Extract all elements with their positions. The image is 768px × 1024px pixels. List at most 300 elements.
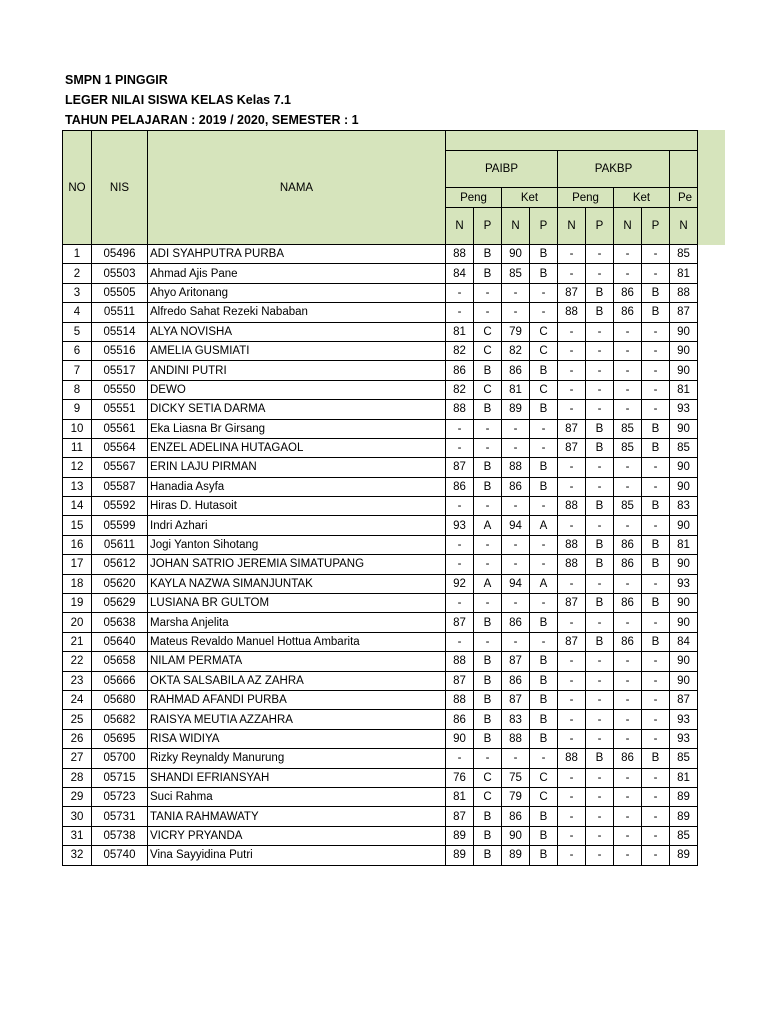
cell-next-n: 81 xyxy=(670,264,698,283)
cell-pakbp-ket-n: - xyxy=(614,729,642,748)
cell-nama: Jogi Yanton Sihotang xyxy=(148,535,446,554)
cell-nama: ERIN LAJU PIRMAN xyxy=(148,458,446,477)
cell-pakbp-peng-p: - xyxy=(586,787,614,806)
cell-paibp-peng-n: 88 xyxy=(446,690,474,709)
cell-paibp-peng-p: - xyxy=(474,749,502,768)
cell-nis: 05700 xyxy=(92,749,148,768)
cell-paibp-ket-n: 82 xyxy=(502,341,530,360)
cell-paibp-ket-n: 86 xyxy=(502,613,530,632)
cell-pakbp-ket-n: - xyxy=(614,613,642,632)
cell-pakbp-ket-n: - xyxy=(614,671,642,690)
cell-pakbp-peng-p: - xyxy=(586,671,614,690)
table-row xyxy=(63,574,698,593)
cell-pakbp-ket-n: 86 xyxy=(614,283,642,302)
cell-nama: Rizky Reynaldy Manurung xyxy=(148,749,446,768)
cell-paibp-peng-p: B xyxy=(474,671,502,690)
cell-paibp-peng-n: 76 xyxy=(446,768,474,787)
cell-pakbp-peng-p: - xyxy=(586,516,614,535)
cell-pakbp-peng-n: - xyxy=(558,574,586,593)
cell-next-n: 90 xyxy=(670,516,698,535)
cell-pakbp-peng-p: - xyxy=(586,361,614,380)
cell-pakbp-peng-n: - xyxy=(558,245,586,264)
cell-nama: Mateus Revaldo Manuel Hottua Ambarita xyxy=(148,632,446,651)
cell-paibp-peng-n: 92 xyxy=(446,574,474,593)
cell-next-n: 90 xyxy=(670,555,698,574)
cell-nama: LUSIANA BR GULTOM xyxy=(148,594,446,613)
cell-nis: 05629 xyxy=(92,594,148,613)
school-name: SMPN 1 PINGGIR xyxy=(65,73,168,87)
cell-pakbp-ket-n: 86 xyxy=(614,303,642,322)
cell-paibp-peng-p: - xyxy=(474,555,502,574)
cell-pakbp-ket-p: B xyxy=(642,419,670,438)
col-paibp-ket: Ket xyxy=(502,188,558,208)
cell-paibp-ket-p: - xyxy=(530,594,558,613)
cell-nis: 05715 xyxy=(92,768,148,787)
cell-paibp-peng-p: A xyxy=(474,574,502,593)
cell-paibp-ket-p: C xyxy=(530,341,558,360)
cell-pakbp-peng-p: B xyxy=(586,749,614,768)
cell-paibp-peng-n: 87 xyxy=(446,671,474,690)
cell-next-n: 90 xyxy=(670,361,698,380)
cell-pakbp-ket-p: - xyxy=(642,807,670,826)
cell-no: 3 xyxy=(63,283,92,302)
cell-pakbp-ket-n: - xyxy=(614,341,642,360)
cell-paibp-peng-n: 86 xyxy=(446,477,474,496)
col-paibp-peng: Peng xyxy=(446,188,502,208)
cell-nis: 05517 xyxy=(92,361,148,380)
cell-paibp-ket-n: - xyxy=(502,497,530,516)
cell-paibp-ket-p: B xyxy=(530,710,558,729)
cell-pakbp-ket-n: - xyxy=(614,516,642,535)
cell-paibp-peng-p: - xyxy=(474,632,502,651)
table-row xyxy=(63,283,698,302)
cell-next-n: 84 xyxy=(670,632,698,651)
table-row xyxy=(63,264,698,283)
col-p: P xyxy=(474,208,502,245)
table-row xyxy=(63,535,698,554)
cell-paibp-ket-n: 88 xyxy=(502,458,530,477)
cell-nama: ANDINI PUTRI xyxy=(148,361,446,380)
cell-paibp-peng-p: B xyxy=(474,729,502,748)
cell-pakbp-peng-n: - xyxy=(558,826,586,845)
cell-paibp-ket-n: - xyxy=(502,438,530,457)
cell-paibp-peng-p: - xyxy=(474,283,502,302)
cell-pakbp-peng-n: 88 xyxy=(558,303,586,322)
cell-pakbp-peng-n: - xyxy=(558,710,586,729)
table-row xyxy=(63,245,698,264)
cell-paibp-ket-p: C xyxy=(530,322,558,341)
cell-nis: 05592 xyxy=(92,497,148,516)
cell-paibp-ket-n: 79 xyxy=(502,787,530,806)
cell-no: 12 xyxy=(63,458,92,477)
cell-paibp-ket-p: - xyxy=(530,303,558,322)
cell-pakbp-ket-p: - xyxy=(642,826,670,845)
cell-nama: Eka Liasna Br Girsang xyxy=(148,419,446,438)
cell-nis: 05561 xyxy=(92,419,148,438)
cell-pakbp-ket-p: B xyxy=(642,535,670,554)
cell-paibp-ket-p: - xyxy=(530,749,558,768)
cell-paibp-peng-p: B xyxy=(474,400,502,419)
cell-pakbp-ket-n: - xyxy=(614,846,642,865)
cell-pakbp-peng-p: - xyxy=(586,690,614,709)
cell-nis: 05587 xyxy=(92,477,148,496)
academic-year: TAHUN PELAJARAN : 2019 / 2020, SEMESTER : 1 xyxy=(65,113,359,127)
cell-pakbp-peng-n: - xyxy=(558,671,586,690)
cell-paibp-peng-p: C xyxy=(474,341,502,360)
cell-pakbp-ket-n: 86 xyxy=(614,535,642,554)
cell-paibp-ket-p: - xyxy=(530,555,558,574)
cell-no: 18 xyxy=(63,574,92,593)
cell-paibp-peng-n: 88 xyxy=(446,400,474,419)
cell-paibp-peng-p: C xyxy=(474,768,502,787)
cell-paibp-ket-p: - xyxy=(530,419,558,438)
cell-pakbp-peng-p: - xyxy=(586,380,614,399)
cell-next-n: 93 xyxy=(670,400,698,419)
cell-paibp-ket-n: 75 xyxy=(502,768,530,787)
document-title: LEGER NILAI SISWA KELAS Kelas 7.1 xyxy=(65,93,291,107)
cell-no: 21 xyxy=(63,632,92,651)
cell-pakbp-ket-p: B xyxy=(642,632,670,651)
cell-paibp-peng-n: 93 xyxy=(446,516,474,535)
col-n: N xyxy=(446,208,474,245)
cell-nis: 05695 xyxy=(92,729,148,748)
cell-pakbp-ket-n: 86 xyxy=(614,632,642,651)
table-row xyxy=(63,341,698,360)
cell-no: 28 xyxy=(63,768,92,787)
table-row xyxy=(63,710,698,729)
cell-no: 9 xyxy=(63,400,92,419)
cell-pakbp-peng-n: - xyxy=(558,400,586,419)
cell-paibp-ket-p: B xyxy=(530,652,558,671)
cell-paibp-peng-n: 89 xyxy=(446,846,474,865)
cell-next-n: 93 xyxy=(670,574,698,593)
cell-nis: 05682 xyxy=(92,710,148,729)
cell-nis: 05599 xyxy=(92,516,148,535)
cell-paibp-peng-p: - xyxy=(474,419,502,438)
cell-paibp-ket-p: - xyxy=(530,535,558,554)
cell-no: 20 xyxy=(63,613,92,632)
col-n: N xyxy=(558,208,586,245)
cell-no: 16 xyxy=(63,535,92,554)
cell-paibp-ket-n: 89 xyxy=(502,846,530,865)
cell-paibp-ket-p: B xyxy=(530,400,558,419)
cell-next-n: 81 xyxy=(670,535,698,554)
cell-no: 25 xyxy=(63,710,92,729)
col-subject-paibp: PAIBP xyxy=(446,151,558,188)
cell-pakbp-peng-p: - xyxy=(586,652,614,671)
cell-pakbp-peng-n: - xyxy=(558,264,586,283)
cell-paibp-ket-p: B xyxy=(530,477,558,496)
col-next-peng-partial: Pe xyxy=(670,188,698,208)
cell-next-n: 85 xyxy=(670,245,698,264)
cell-paibp-ket-n: - xyxy=(502,594,530,613)
cell-paibp-ket-n: 90 xyxy=(502,245,530,264)
cell-pakbp-peng-n: - xyxy=(558,477,586,496)
cell-pakbp-peng-p: - xyxy=(586,400,614,419)
cell-pakbp-peng-n: - xyxy=(558,458,586,477)
cell-nama: VICRY PRYANDA xyxy=(148,826,446,845)
cell-next-n: 90 xyxy=(670,671,698,690)
cell-paibp-peng-n: - xyxy=(446,632,474,651)
cell-pakbp-peng-n: - xyxy=(558,613,586,632)
cell-paibp-ket-n: 81 xyxy=(502,380,530,399)
cell-nis: 05503 xyxy=(92,264,148,283)
cell-pakbp-peng-n: 88 xyxy=(558,535,586,554)
cell-nis: 05564 xyxy=(92,438,148,457)
cell-pakbp-ket-p: - xyxy=(642,245,670,264)
cell-next-n: 85 xyxy=(670,438,698,457)
cell-nama: ENZEL ADELINA HUTAGAOL xyxy=(148,438,446,457)
cell-no: 22 xyxy=(63,652,92,671)
cell-paibp-peng-p: B xyxy=(474,690,502,709)
cell-next-n: 89 xyxy=(670,807,698,826)
cell-pakbp-peng-n: - xyxy=(558,361,586,380)
cell-paibp-peng-p: B xyxy=(474,477,502,496)
cell-pakbp-ket-p: B xyxy=(642,594,670,613)
cell-paibp-peng-p: B xyxy=(474,846,502,865)
table-row xyxy=(63,787,698,806)
col-nama: NAMA xyxy=(148,131,446,245)
cell-nama: Hiras D. Hutasoit xyxy=(148,497,446,516)
table-row xyxy=(63,749,698,768)
cell-nis: 05658 xyxy=(92,652,148,671)
cell-nama: RAISYA MEUTIA AZZAHRA xyxy=(148,710,446,729)
cell-no: 1 xyxy=(63,245,92,264)
cell-paibp-ket-n: - xyxy=(502,283,530,302)
cell-next-n: 90 xyxy=(670,322,698,341)
cell-paibp-peng-p: - xyxy=(474,438,502,457)
cell-paibp-peng-p: C xyxy=(474,787,502,806)
cell-nama: OKTA SALSABILA AZ ZAHRA xyxy=(148,671,446,690)
cell-no: 26 xyxy=(63,729,92,748)
cell-paibp-peng-p: B xyxy=(474,710,502,729)
cell-pakbp-peng-p: - xyxy=(586,341,614,360)
cell-pakbp-ket-p: - xyxy=(642,400,670,419)
cell-nis: 05638 xyxy=(92,613,148,632)
cell-no: 13 xyxy=(63,477,92,496)
cell-pakbp-ket-n: - xyxy=(614,477,642,496)
cell-nama: Suci Rahma xyxy=(148,787,446,806)
cell-no: 2 xyxy=(63,264,92,283)
table-row xyxy=(63,690,698,709)
cell-pakbp-ket-n: - xyxy=(614,380,642,399)
cell-pakbp-peng-p: - xyxy=(586,264,614,283)
cell-pakbp-peng-n: - xyxy=(558,846,586,865)
cell-next-n: 81 xyxy=(670,380,698,399)
cell-paibp-peng-p: B xyxy=(474,826,502,845)
cell-nis: 05640 xyxy=(92,632,148,651)
cell-pakbp-peng-p: - xyxy=(586,729,614,748)
cell-pakbp-peng-n: 87 xyxy=(558,438,586,457)
cell-nama: DICKY SETIA DARMA xyxy=(148,400,446,419)
cell-nis: 05738 xyxy=(92,826,148,845)
cell-nama: Ahyo Aritonang xyxy=(148,283,446,302)
cell-pakbp-peng-p: B xyxy=(586,438,614,457)
cell-next-n: 87 xyxy=(670,690,698,709)
col-n: N xyxy=(614,208,642,245)
cell-pakbp-peng-p: - xyxy=(586,846,614,865)
cell-paibp-peng-p: B xyxy=(474,361,502,380)
cell-pakbp-ket-p: - xyxy=(642,846,670,865)
cell-nama: RISA WIDIYA xyxy=(148,729,446,748)
table-row xyxy=(63,380,698,399)
cell-paibp-ket-n: 86 xyxy=(502,477,530,496)
cell-nama: NILAM PERMATA xyxy=(148,652,446,671)
cell-pakbp-ket-n: - xyxy=(614,826,642,845)
cell-pakbp-ket-p: - xyxy=(642,516,670,535)
cell-paibp-peng-p: C xyxy=(474,322,502,341)
cell-pakbp-ket-n: - xyxy=(614,458,642,477)
col-pakbp-ket: Ket xyxy=(614,188,670,208)
cell-pakbp-ket-p: - xyxy=(642,652,670,671)
cell-nis: 05550 xyxy=(92,380,148,399)
cell-next-n: 90 xyxy=(670,652,698,671)
cell-no: 32 xyxy=(63,846,92,865)
cell-paibp-peng-n: - xyxy=(446,419,474,438)
cell-nama: TANIA RAHMAWATY xyxy=(148,807,446,826)
cell-next-n: 90 xyxy=(670,594,698,613)
cell-pakbp-ket-n: - xyxy=(614,322,642,341)
table-row xyxy=(63,555,698,574)
cell-paibp-ket-p: B xyxy=(530,264,558,283)
table-row xyxy=(63,400,698,419)
cell-nis: 05680 xyxy=(92,690,148,709)
cell-paibp-peng-n: 89 xyxy=(446,826,474,845)
cell-nis: 05612 xyxy=(92,555,148,574)
cell-pakbp-ket-p: B xyxy=(642,497,670,516)
cell-nama: ADI SYAHPUTRA PURBA xyxy=(148,245,446,264)
table-row xyxy=(63,419,698,438)
table-head xyxy=(63,131,698,245)
cell-paibp-ket-n: 86 xyxy=(502,807,530,826)
cell-paibp-peng-p: - xyxy=(474,535,502,554)
cell-nama: Vina Sayyidina Putri xyxy=(148,846,446,865)
cell-paibp-ket-p: B xyxy=(530,671,558,690)
cell-paibp-peng-n: 81 xyxy=(446,787,474,806)
cell-paibp-ket-p: B xyxy=(530,690,558,709)
cell-pakbp-peng-p: B xyxy=(586,419,614,438)
cell-pakbp-ket-p: - xyxy=(642,710,670,729)
cell-paibp-peng-n: 87 xyxy=(446,458,474,477)
table-row xyxy=(63,477,698,496)
cell-pakbp-ket-p: B xyxy=(642,283,670,302)
cell-nama: JOHAN SATRIO JEREMIA SIMATUPANG xyxy=(148,555,446,574)
cell-paibp-ket-p: C xyxy=(530,380,558,399)
table-row xyxy=(63,516,698,535)
cell-pakbp-ket-n: - xyxy=(614,361,642,380)
cell-pakbp-peng-n: - xyxy=(558,322,586,341)
cell-paibp-ket-p: - xyxy=(530,632,558,651)
cell-paibp-peng-n: 81 xyxy=(446,322,474,341)
cell-pakbp-ket-p: B xyxy=(642,438,670,457)
col-n: N xyxy=(670,208,698,245)
cell-paibp-ket-n: 89 xyxy=(502,400,530,419)
table-row xyxy=(63,438,698,457)
cell-pakbp-peng-p: B xyxy=(586,632,614,651)
col-p: P xyxy=(530,208,558,245)
cell-paibp-peng-n: 82 xyxy=(446,380,474,399)
cell-next-n: 83 xyxy=(670,497,698,516)
cell-pakbp-ket-p: - xyxy=(642,787,670,806)
table-row xyxy=(63,768,698,787)
cell-pakbp-peng-p: B xyxy=(586,303,614,322)
cell-pakbp-ket-p: - xyxy=(642,574,670,593)
cell-next-n: 89 xyxy=(670,846,698,865)
header-fill-overflow xyxy=(697,130,725,245)
table-row xyxy=(63,594,698,613)
cell-paibp-ket-n: 85 xyxy=(502,264,530,283)
cell-paibp-peng-p: - xyxy=(474,303,502,322)
cell-nama: DEWO xyxy=(148,380,446,399)
cell-paibp-peng-p: - xyxy=(474,594,502,613)
cell-pakbp-peng-p: - xyxy=(586,613,614,632)
cell-pakbp-peng-p: - xyxy=(586,245,614,264)
cell-nis: 05511 xyxy=(92,303,148,322)
cell-no: 30 xyxy=(63,807,92,826)
cell-nis: 05620 xyxy=(92,574,148,593)
cell-nama: Indri Azhari xyxy=(148,516,446,535)
cell-paibp-ket-n: 83 xyxy=(502,710,530,729)
cell-paibp-ket-p: A xyxy=(530,574,558,593)
cell-next-n: 90 xyxy=(670,341,698,360)
cell-paibp-peng-n: - xyxy=(446,283,474,302)
cell-nama: ALYA NOVISHA xyxy=(148,322,446,341)
cell-next-n: 93 xyxy=(670,710,698,729)
cell-paibp-peng-n: 84 xyxy=(446,264,474,283)
cell-paibp-ket-p: C xyxy=(530,787,558,806)
cell-nis: 05514 xyxy=(92,322,148,341)
cell-pakbp-peng-n: 87 xyxy=(558,283,586,302)
cell-pakbp-ket-n: - xyxy=(614,768,642,787)
cell-pakbp-ket-n: - xyxy=(614,652,642,671)
cell-paibp-ket-n: 94 xyxy=(502,516,530,535)
cell-paibp-ket-p: B xyxy=(530,361,558,380)
cell-nis: 05551 xyxy=(92,400,148,419)
cell-nis: 05723 xyxy=(92,787,148,806)
cell-pakbp-peng-n: - xyxy=(558,341,586,360)
cell-pakbp-peng-p: - xyxy=(586,710,614,729)
cell-paibp-ket-n: 79 xyxy=(502,322,530,341)
table-body xyxy=(63,245,698,866)
cell-nama: Ahmad Ajis Pane xyxy=(148,264,446,283)
cell-paibp-peng-p: B xyxy=(474,652,502,671)
cell-pakbp-peng-n: 87 xyxy=(558,594,586,613)
cell-pakbp-peng-n: - xyxy=(558,768,586,787)
cell-pakbp-ket-n: - xyxy=(614,400,642,419)
cell-pakbp-peng-p: - xyxy=(586,826,614,845)
cell-no: 23 xyxy=(63,671,92,690)
cell-paibp-peng-p: B xyxy=(474,458,502,477)
cell-paibp-peng-n: 87 xyxy=(446,613,474,632)
table-row xyxy=(63,361,698,380)
cell-no: 4 xyxy=(63,303,92,322)
cell-pakbp-peng-p: B xyxy=(586,535,614,554)
cell-paibp-peng-n: - xyxy=(446,535,474,554)
cell-pakbp-peng-n: 88 xyxy=(558,497,586,516)
cell-paibp-peng-p: - xyxy=(474,497,502,516)
cell-paibp-peng-n: - xyxy=(446,594,474,613)
cell-next-n: 90 xyxy=(670,419,698,438)
cell-pakbp-ket-n: 86 xyxy=(614,749,642,768)
cell-paibp-ket-p: C xyxy=(530,768,558,787)
cell-pakbp-ket-p: - xyxy=(642,613,670,632)
cell-pakbp-peng-n: 87 xyxy=(558,632,586,651)
table-row xyxy=(63,652,698,671)
cell-pakbp-ket-p: B xyxy=(642,555,670,574)
cell-pakbp-peng-p: - xyxy=(586,768,614,787)
cell-pakbp-ket-n: 85 xyxy=(614,419,642,438)
cell-no: 17 xyxy=(63,555,92,574)
